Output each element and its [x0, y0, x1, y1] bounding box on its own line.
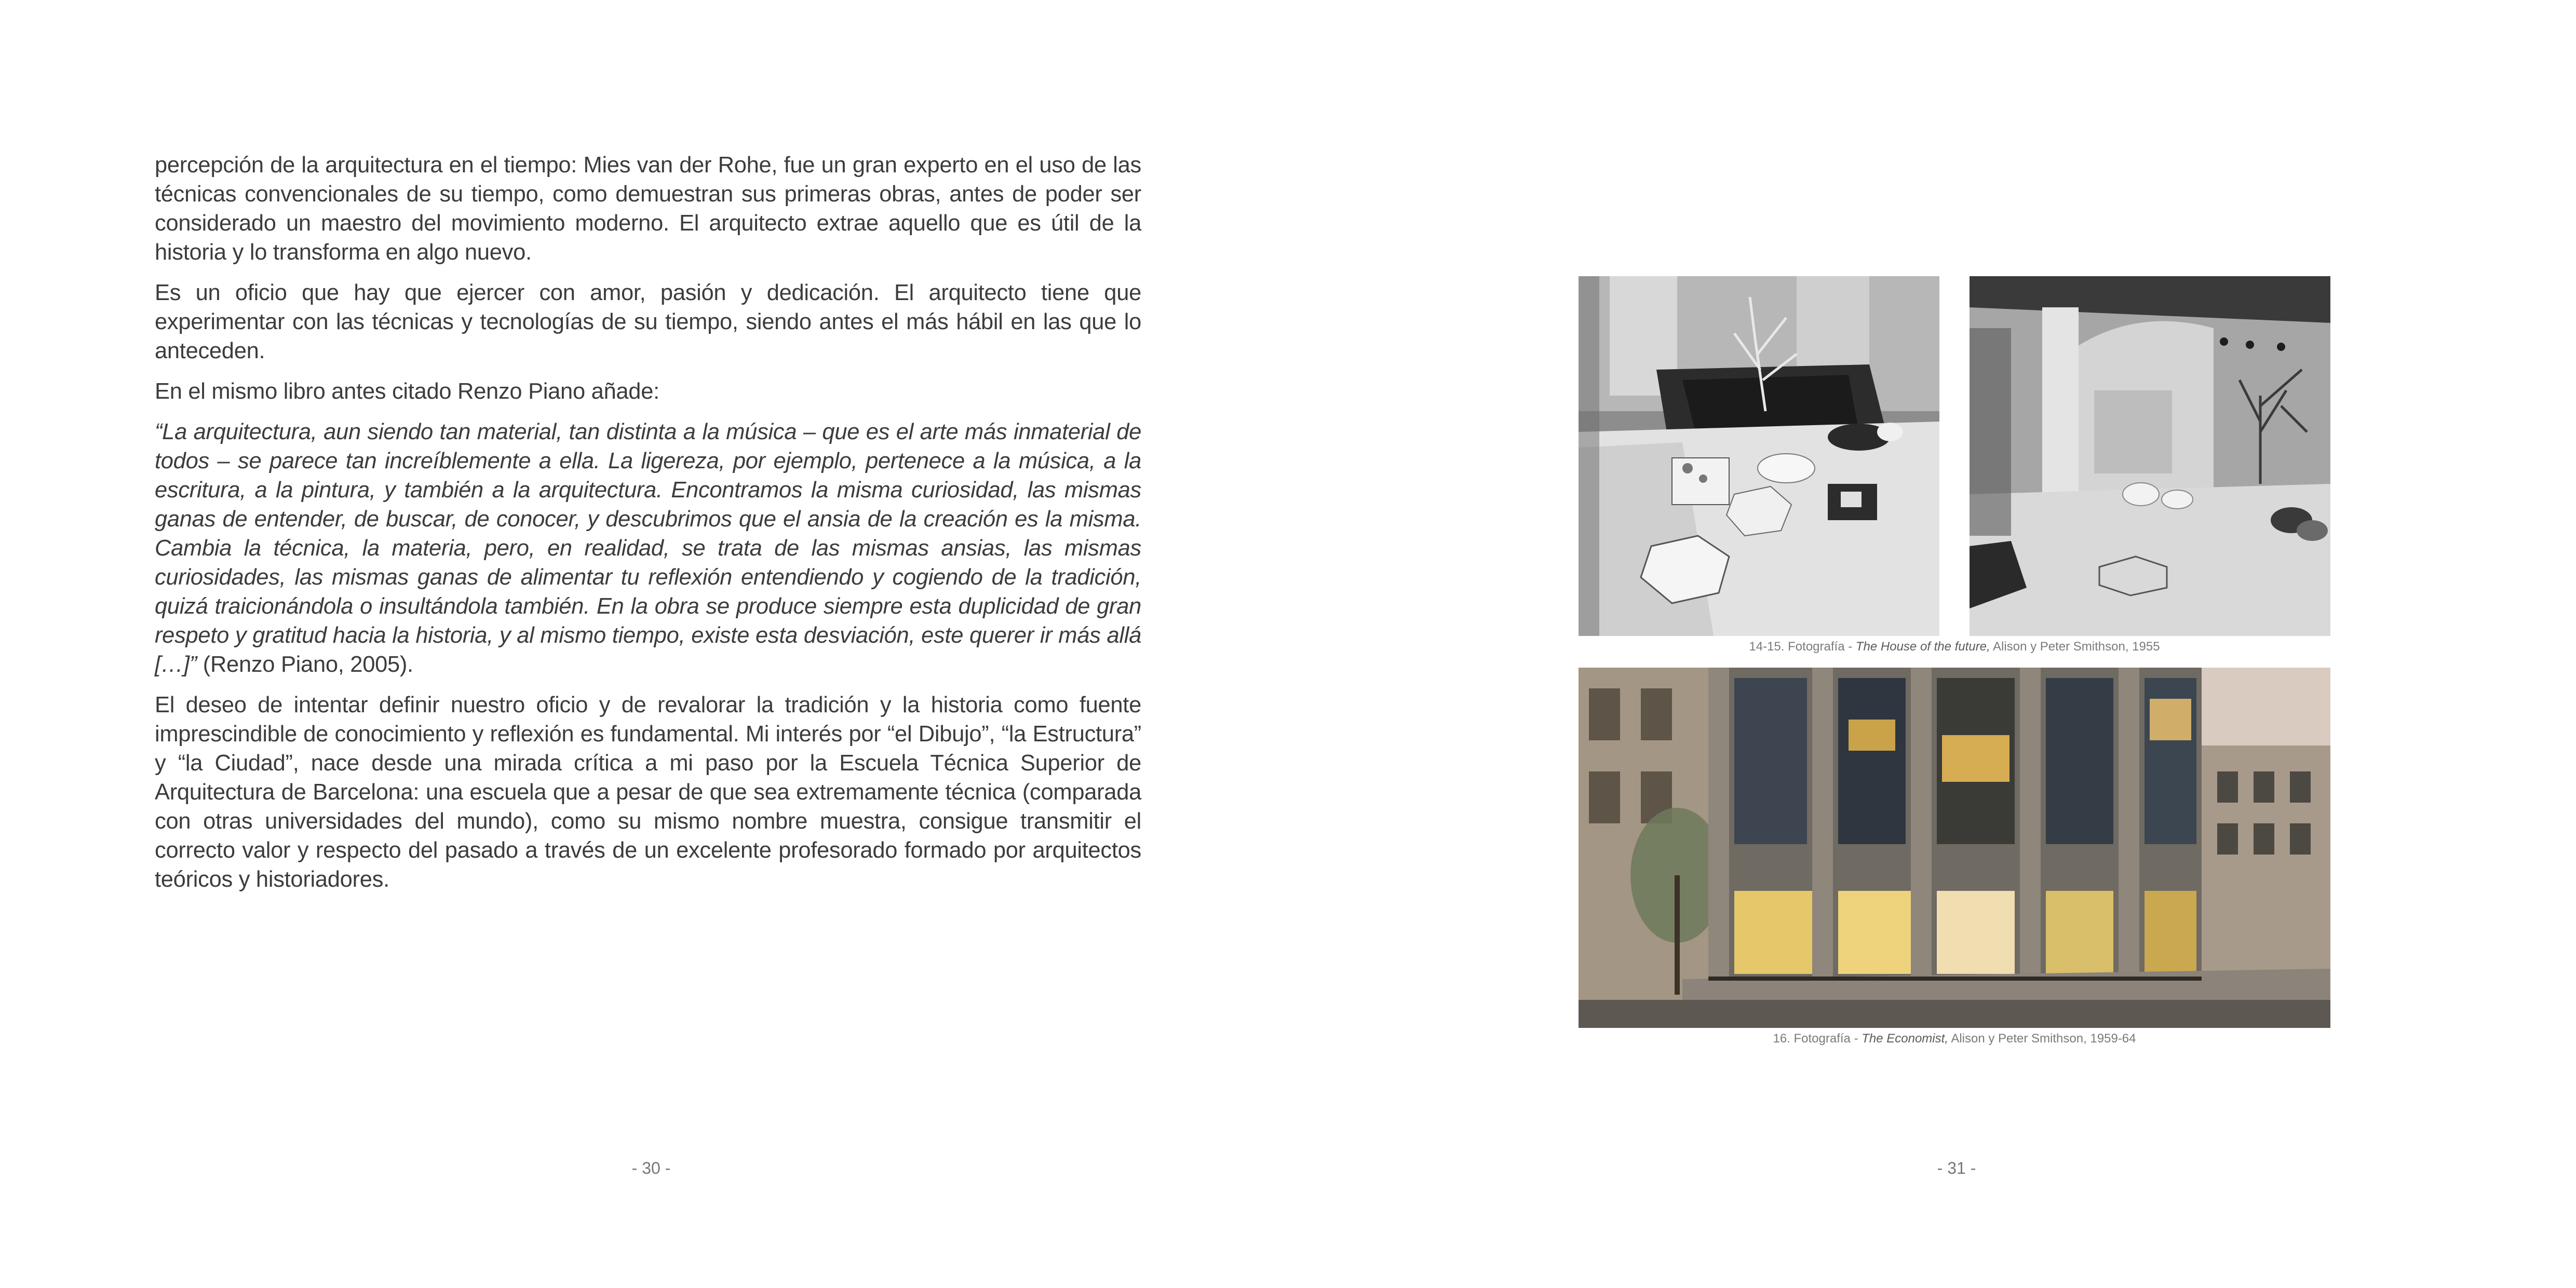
photo-house-of-future-interior-1 — [1579, 276, 1939, 636]
quote-block — [155, 417, 1141, 679]
photo-the-economist-building — [1579, 668, 2330, 1028]
caption-2-prefix: 16. Fotografía - — [1773, 1032, 1862, 1046]
paragraph-intro-quote: En el mismo libro antes citado Renzo Piano añade: — [155, 379, 659, 404]
paragraph-closing: El deseo de intentar definir nuestro oficio y de revalorar la tradición y la historia como fuente imprescindible de conocimiento y reflexión es fundamental. Mi interés por “el Dibujo”, “la Estructura” y “la Ciudad”, nace desde una mirada crítica a mi paso por la Escuela Técnica Superior de Arquitectura de Barcelona: una escuela que a pesar de que sea extremamente técnica (comparada con otras universidades del mundo), como su mismo nombre muestra, consigue transmitir el correcto valor y respecto del pasado a través de un excelente profesorado formado por arquitectos teóricos y historiadores. — [155, 693, 1141, 892]
photo-house-of-future-interior-2 — [1970, 276, 2330, 636]
caption-1-prefix: 14-15. Fotografía - — [1749, 640, 1856, 654]
caption-1-title: The House of the future, — [1855, 640, 1990, 654]
caption-2-suffix: Alison y Peter Smithson, 1959-64 — [1948, 1032, 2136, 1046]
caption-the-economist — [1579, 1032, 2330, 1046]
caption-2-title: The Economist, — [1862, 1032, 1948, 1046]
page-number-left: - 30 - — [631, 1159, 671, 1177]
paragraph-oficio: Es un oficio que hay que ejercer con amor, pasión y dedicación. El arquitecto tiene que experimentar con las técnicas y tecnologías de su tiempo, siendo antes el más hábil en las que lo anteceden. — [155, 280, 1141, 363]
left-page-body — [155, 151, 1141, 905]
page-number-right: - 31 - — [1937, 1159, 1976, 1177]
paragraph-mies: percepción de la arquitectura en el tiempo: Mies van der Rohe, fue un gran experto en el uso de las técnicas convencionales de su tiempo, como demuestran sus primeras obras, antes de poder ser considerado un maestro del movimiento moderno. El arquitecto extrae aquello que es útil de la historia y lo transforma en algo nuevo. — [155, 153, 1141, 265]
quote-citation: (Renzo Piano, 2005). — [196, 652, 413, 677]
quote-text: “La arquitectura, aun siendo tan material, tan distinta a la música – que es el arte más inmaterial de todos – se parece tan increíblemente a ella. La ligereza, por ejemplo, pertenece a la música, a la escritura, a la pintura, y también a la arquitectura. Encontramos la misma curiosidad, las mismas ganas de entender, de buscar, de conocer, y descubrimos que el ansia de la creación es la misma. Cambia la técnica, la materia, pero, en realidad, se trata de las mismas ansias, las mismas curiosidades, las mismas ganas de alimentar tu reflexión entendiendo y cogiendo de la tradición, quizá traicionándola o insultándola también. En la obra se produce siempre esta duplicidad de gran respeto y gratitud hacia la historia, y al mismo tiempo, existe esta desviación, este querer ir más allá […]” — [155, 419, 1141, 677]
caption-house-of-future — [1579, 640, 2330, 654]
caption-1-suffix: Alison y Peter Smithson, 1955 — [1990, 640, 2160, 654]
